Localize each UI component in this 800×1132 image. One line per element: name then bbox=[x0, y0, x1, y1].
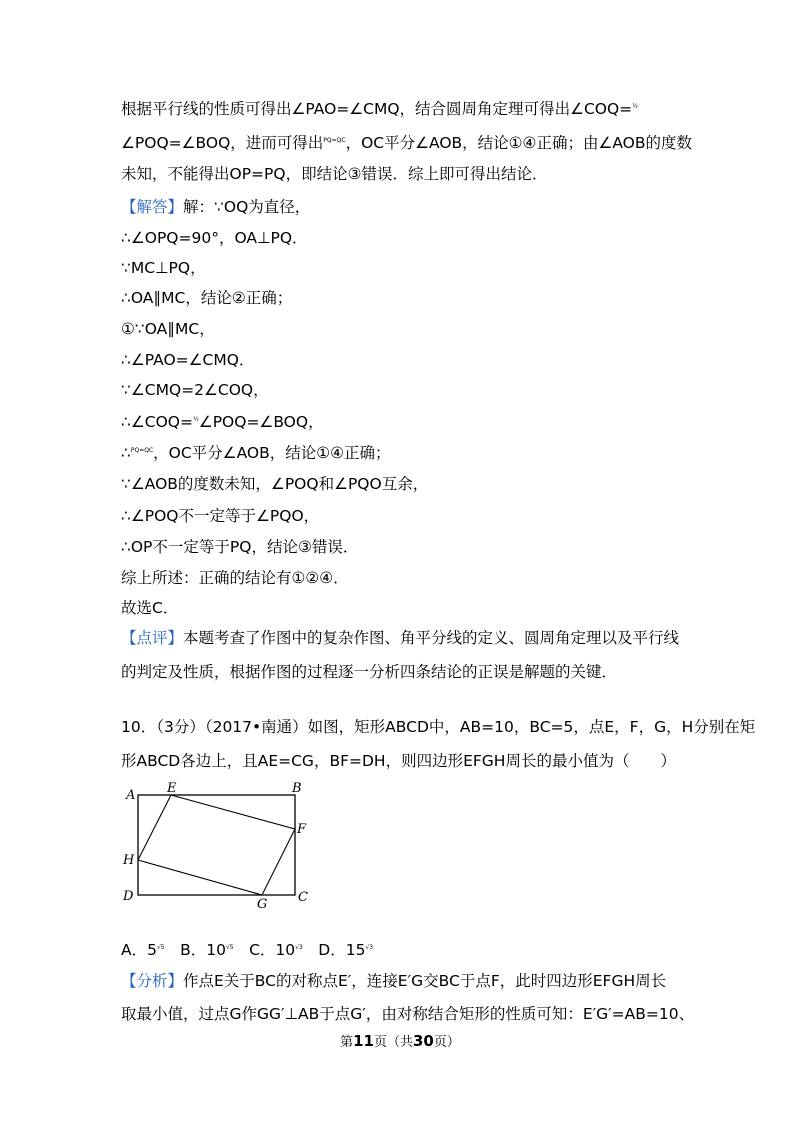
label-e: E bbox=[167, 781, 177, 796]
math-fraction: ½ bbox=[632, 103, 638, 110]
text-run: ∵∠AOB的度数未知，∠POQ和∠PQO互余， bbox=[121, 475, 429, 493]
text-line-15 bbox=[121, 537, 358, 557]
text-run: A．5 bbox=[121, 941, 157, 960]
math-fraction: √5 bbox=[225, 944, 234, 951]
footer-total-pages: 30 bbox=[413, 1032, 434, 1050]
text-run: ∴∠PAO=∠CMQ． bbox=[121, 351, 255, 369]
text-run: ∴OA∥MC，结论②正确； bbox=[121, 289, 293, 307]
label-h: H bbox=[123, 853, 135, 868]
rectangle-abcd bbox=[138, 795, 295, 895]
text-run: ∴∠COQ= bbox=[121, 413, 193, 432]
math-fraction: √3 bbox=[365, 944, 374, 951]
rectangle-figure bbox=[118, 778, 318, 910]
text-run: ，OC平分∠AOB，结论①④正确；由∠AOB的度数 bbox=[345, 134, 693, 153]
text-line-19 bbox=[121, 662, 617, 682]
text-line-17 bbox=[121, 598, 178, 618]
text-run: B．10 bbox=[164, 941, 226, 960]
text-line-18 bbox=[121, 628, 679, 648]
text-run: ∵∠CMQ=2∠COQ， bbox=[121, 381, 269, 399]
text-run: ∵MC⊥PQ， bbox=[121, 259, 206, 277]
text-run: ∠POQ=∠BOQ，进而可得出 bbox=[121, 134, 324, 153]
text-run: ①∵OA∥MC， bbox=[121, 320, 215, 338]
text-run: ∠POQ=∠BOQ， bbox=[198, 413, 324, 432]
text-line-21 bbox=[121, 751, 676, 771]
text-line-12 bbox=[121, 441, 391, 461]
text-run: 综上所述：正确的结论有①②④． bbox=[121, 569, 349, 587]
text-line-1 bbox=[121, 97, 638, 117]
footer-middle: 页（共 bbox=[373, 1035, 413, 1050]
text-run: ∴OP不一定等于PQ，结论③错误． bbox=[121, 538, 359, 556]
footer-page-number: 11 bbox=[353, 1032, 374, 1050]
text-line-16 bbox=[121, 568, 349, 588]
text-run: 未知，不能得出OP=PQ，即结论③错误．综上即可得出结论． bbox=[121, 165, 548, 183]
math-fraction: PQ=QC bbox=[130, 447, 154, 454]
section-label: 【点评】 bbox=[121, 629, 184, 647]
text-line-23 bbox=[121, 971, 666, 991]
text-line-8 bbox=[121, 319, 215, 339]
text-line-6 bbox=[121, 258, 206, 278]
footer-suffix: 页） bbox=[433, 1035, 460, 1050]
math-fraction: √3 bbox=[295, 944, 303, 951]
section-label: 【解答】 bbox=[121, 198, 184, 216]
footer-prefix: 第 bbox=[340, 1035, 354, 1050]
text-run: D．15 bbox=[302, 941, 366, 960]
text-line-9 bbox=[121, 350, 254, 370]
text-run: ∴∠POQ不一定等于∠PQO， bbox=[121, 507, 320, 525]
text-line-14 bbox=[121, 506, 319, 526]
text-line-13 bbox=[121, 474, 428, 494]
text-run: ∴ bbox=[121, 444, 131, 463]
text-line-24 bbox=[121, 1004, 694, 1024]
text-run: 10．（3分）（2017•南通）如图，矩形ABCD中，AB=10，BC=5，点E，F，G，H分别在矩 bbox=[121, 718, 756, 736]
text-line-3 bbox=[121, 164, 547, 184]
text-line-2 bbox=[121, 131, 692, 151]
page-footer bbox=[0, 1032, 800, 1052]
math-fraction: PQ=QC bbox=[323, 137, 346, 144]
text-run: 故选C． bbox=[121, 599, 179, 617]
text-run: ，OC平分∠AOB，结论①④正确； bbox=[153, 444, 391, 463]
label-g: G bbox=[257, 897, 268, 910]
text-run: 作点E关于BC的对称点E′，连接E′G交BC于点F，此时四边形EFGH周长 bbox=[183, 972, 667, 990]
text-line-4 bbox=[121, 197, 310, 217]
text-line-11 bbox=[121, 410, 324, 430]
text-line-5 bbox=[121, 228, 308, 248]
math-fraction: ½ bbox=[192, 416, 199, 423]
quadrilateral-efgh bbox=[138, 795, 295, 895]
text-run: 根据平行线的性质可得出∠PAO=∠CMQ，结合圆周角定理可得出∠COQ= bbox=[121, 100, 633, 119]
text-line-20 bbox=[121, 717, 755, 737]
text-run: 解：∵OQ为直径， bbox=[183, 198, 311, 216]
label-a: A bbox=[126, 788, 136, 803]
text-run: 形ABCD各边上，且AE=CG，BF=DH，则四边形EFGH周长的最小值为（ ） bbox=[121, 752, 676, 770]
section-label: 【分析】 bbox=[121, 972, 184, 990]
text-line-22 bbox=[121, 938, 373, 958]
text-run: 本题考查了作图中的复杂作图、角平分线的定义、圆周角定理以及平行线 bbox=[183, 629, 680, 647]
text-run: ∴∠OPQ=90°，OA⊥PQ． bbox=[121, 229, 308, 247]
text-run: C．10 bbox=[233, 941, 296, 960]
label-d: D bbox=[123, 889, 134, 904]
label-b: B bbox=[292, 781, 302, 796]
text-run: 的判定及性质，根据作图的过程逐一分析四条结论的正误是解题的关键． bbox=[121, 663, 618, 681]
math-fraction: √5 bbox=[156, 944, 165, 951]
text-line-10 bbox=[121, 380, 269, 400]
text-run: 取最小值，过点G作GG′⊥AB于点G′，由对称结合矩形的性质可知：E′G′=AB=10、 bbox=[121, 1005, 695, 1023]
label-f: F bbox=[297, 822, 307, 837]
label-c: C bbox=[298, 890, 308, 905]
text-line-7 bbox=[121, 288, 292, 308]
